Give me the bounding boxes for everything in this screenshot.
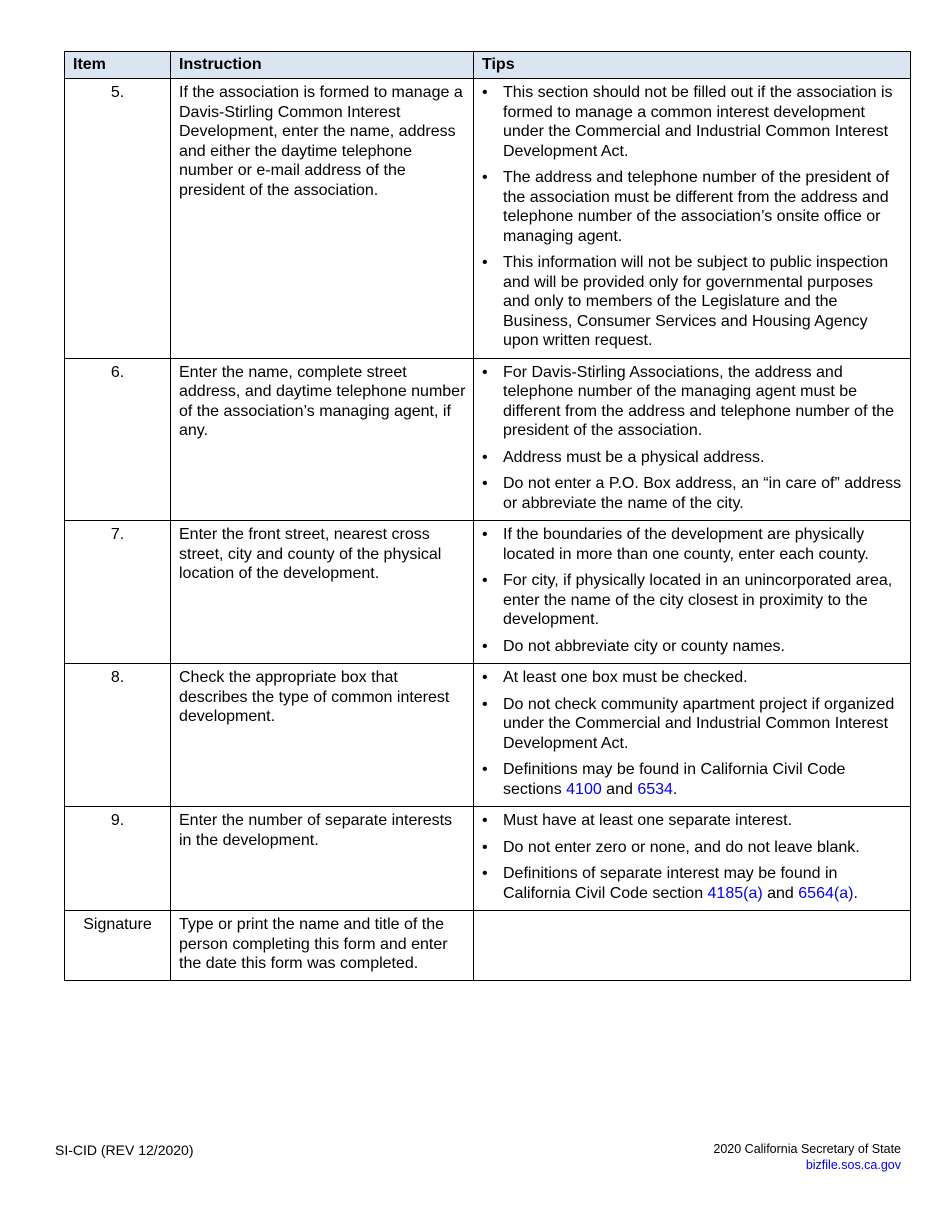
civil-code-4185a-link[interactable]: 4185(a) (707, 884, 763, 902)
tips-cell (474, 664, 911, 807)
tip-item: • This section should not be filled out if the association is formed to manage a common interest development under the Commercial and Industrial Common Interest Development Act. (482, 83, 902, 161)
table-row (65, 664, 911, 807)
tips-cell (474, 79, 911, 359)
footer-agency-block (713, 1141, 901, 1173)
form-id: SI-CID (REV 12/2020) (55, 1142, 194, 1158)
tip-item: • Do not abbreviate city or county names. (482, 637, 902, 657)
tip-text: . (672, 780, 678, 798)
item-number: 5. (65, 79, 171, 359)
tips-cell-empty (474, 911, 911, 981)
tips-list (482, 363, 902, 514)
tip-item: • Address must be a physical address. (482, 448, 902, 468)
civil-code-6564a-link[interactable]: 6564(a) (798, 884, 854, 902)
item-number: 6. (65, 358, 171, 521)
civil-code-6534-link[interactable]: 6534 (637, 780, 673, 798)
tips-list (482, 525, 902, 656)
tips-list (482, 668, 902, 799)
item-number: Signature (65, 911, 171, 981)
table-row (65, 521, 911, 664)
tip-text: and (601, 780, 638, 798)
instruction-text: Enter the name, complete street address, and daytime telephone number of the association’s managing agent, if any. (171, 358, 474, 521)
tip-item: • Must have at least one separate interest. (482, 811, 902, 831)
tip-text: . (853, 884, 858, 902)
tips-cell (474, 521, 911, 664)
header-tips: Tips (474, 52, 911, 79)
instruction-text: Enter the number of separate interests in the development. (171, 807, 474, 911)
tip-text: Definitions may be found in California Civil Code sections (503, 761, 846, 798)
tip-item: • The address and telephone number of the president of the association must be different from the address and telephone number of the association’s onsite office or managing agent. (482, 168, 902, 246)
tips-cell (474, 807, 911, 911)
tips-list (482, 811, 902, 903)
table-row (65, 807, 911, 911)
item-number: 9. (65, 807, 171, 911)
item-number: 7. (65, 521, 171, 664)
item-number: 8. (65, 664, 171, 807)
table-row (65, 911, 911, 981)
header-instruction: Instruction (171, 52, 474, 79)
civil-code-4100-link[interactable]: 4100 (566, 780, 602, 798)
tips-cell (474, 358, 911, 521)
table-row (65, 358, 911, 521)
tip-item-with-links (482, 760, 902, 799)
tip-item: • At least one box must be checked. (482, 668, 902, 688)
tips-list (482, 83, 902, 351)
tip-item: • Do not enter zero or none, and do not leave blank. (482, 838, 902, 858)
table-row (65, 79, 911, 359)
tip-text: and (762, 884, 799, 902)
table-header-row (65, 52, 911, 79)
header-item: Item (65, 52, 171, 79)
instructions-table (64, 51, 911, 981)
instruction-text: Check the appropriate box that describes the type of common interest development. (171, 664, 474, 807)
tip-item: • If the boundaries of the development are physically located in more than one county, enter each county. (482, 525, 902, 564)
tip-item-with-links (482, 864, 902, 903)
website-link[interactable]: bizfile.sos.ca.gov (805, 1158, 901, 1172)
instruction-text: Type or print the name and title of the person completing this form and enter the date this form was completed. (171, 911, 474, 981)
tip-item: • Do not enter a P.O. Box address, an “in care of” address or abbreviate the name of the city. (482, 474, 902, 513)
tip-item: • For city, if physically located in an unincorporated area, enter the name of the city closest in proximity to the development. (482, 571, 902, 630)
instruction-text: If the association is formed to manage a Davis-Stirling Common Interest Development, enter the name, address and either the daytime telephone number or e-mail address of the president of the association. (171, 79, 474, 359)
instruction-text: Enter the front street, nearest cross street, city and county of the physical location of the development. (171, 521, 474, 664)
tip-item: • This information will not be subject to public inspection and will be provided only for governmental purposes and only to members of the Legislature and the Business, Consumer Services and Housing Agency upon written request. (482, 253, 902, 351)
tip-item: • For Davis-Stirling Associations, the address and telephone number of the managing agent must be different from the address and telephone number of the president of the association. (482, 363, 902, 441)
tip-item: • Do not check community apartment project if organized under the Commercial and Industrial Common Interest Development Act. (482, 695, 902, 754)
agency-name: 2020 California Secretary of State (713, 1142, 901, 1156)
tip-text: Definitions of separate interest may be found in California Civil Code section (503, 865, 838, 902)
